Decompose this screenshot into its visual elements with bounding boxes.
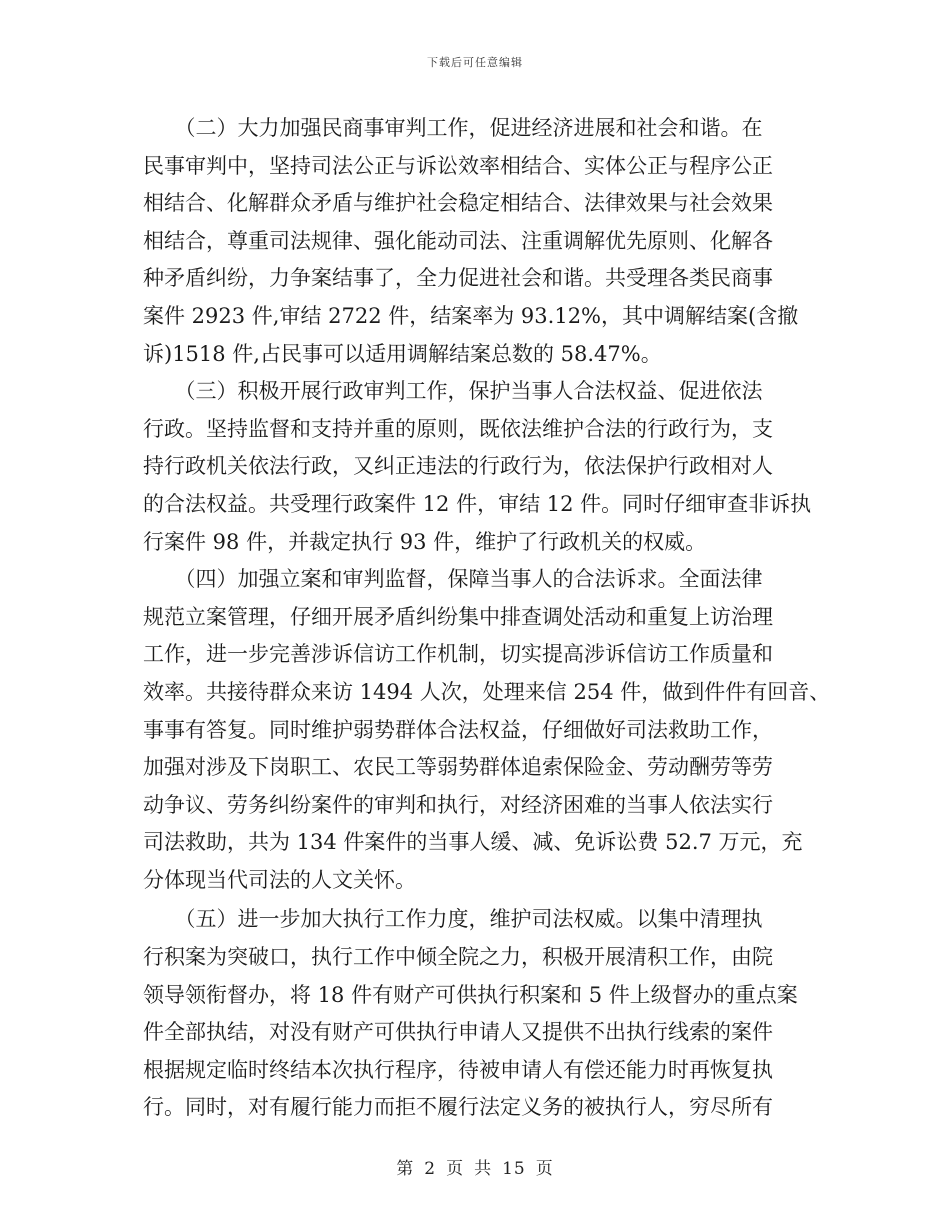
paragraph-line: 工作，进一步完善涉诉信访工作机制，切实提高涉诉信访工作质量和	[143, 642, 773, 667]
paragraph-line: 事事有答复。同时维护弱势群体合法权益，仔细做好司法救助工作，	[143, 717, 773, 742]
page-footer	[0, 1154, 950, 1179]
paragraph-line: 相结合、化解群众矛盾与维护社会稳定相结合、法律效果与社会效果	[143, 191, 773, 216]
page-label-prefix: 第	[396, 1159, 415, 1179]
current-page-number: 2	[424, 1159, 437, 1179]
paragraph-line: 相结合，尊重司法规律、强化能动司法、注重调解优先原则、化解各	[143, 228, 773, 253]
paragraph-line: 件全部执结，对没有财产可供执行申请人又提供不出执行线索的案件	[143, 1020, 773, 1045]
paragraph-line: 行。同时，对有履行能力而拒不履行法定义务的被执行人，穷尽所有	[143, 1095, 773, 1120]
paragraph-line: 司法救助，共为 134 件案件的当事人缓、减、免诉讼费 52.7 万元，充	[143, 830, 803, 855]
page-label-mid: 页	[446, 1159, 465, 1179]
paragraph-line: 案件 2923 件,审结 2722 件，结案率为 93.12%，其中调解结案(含撤	[143, 303, 799, 328]
paragraph-line: （四）加强立案和审判监督，保障当事人的合法诉求。全面法律	[143, 567, 763, 592]
paragraph-line: 行积案为突破口，执行工作中倾全院之力，积极开展清积工作，由院	[143, 945, 773, 970]
paragraph-line: （三）积极开展行政审判工作，保护当事人合法权益、促进依法	[143, 379, 763, 404]
total-label: 共	[474, 1159, 493, 1179]
paragraph-line: 动争议、劳务纠纷案件的审判和执行，对经济困难的当事人依法实行	[143, 792, 773, 817]
paragraph-line: 诉)1518 件,占民事可以适用调解结案总数的 58.47%。	[143, 341, 662, 366]
paragraph-line: 行政。坚持监督和支持并重的原则，既依法维护合法的行政行为，支	[143, 416, 773, 441]
page-label-suffix: 页	[535, 1159, 554, 1179]
paragraph-line: 种矛盾纠纷，力争案结事了，全力促进社会和谐。共受理各类民商事	[143, 266, 773, 291]
paragraph-line: （五）进一步加大执行工作力度，维护司法权威。以集中清理执	[143, 907, 763, 932]
paragraph-line: 根据规定临时终结本次执行程序，待被申请人有偿还能力时再恢复执	[143, 1057, 773, 1082]
paragraph-line: 效率。共接待群众来访 1494 人次，处理来信 254 件，做到件件有回音、	[143, 679, 831, 704]
paragraph-line: （二）大力加强民商事审判工作，促进经济进展和社会和谐。在	[143, 116, 763, 140]
paragraph-line: 持行政机关依法行政，又纠正违法的行政行为，依法保护行政相对人	[143, 454, 773, 479]
page-header: 下载后可任意编辑	[427, 56, 523, 69]
paragraph-line: 分体现当代司法的人文关怀。	[143, 867, 416, 892]
paragraph-line: 的合法权益。共受理行政案件 12 件，审结 12 件。同时仔细审查非诉执	[143, 491, 812, 516]
document-body	[143, 110, 831, 1127]
paragraph-line: 规范立案管理，仔细开展矛盾纠纷集中排查调处活动和重复上访治理	[143, 604, 773, 629]
paragraph-line: 加强对涉及下岗职工、农民工等弱势群体追索保险金、劳动酬劳等劳	[143, 755, 773, 780]
paragraph-line: 领导领衔督办，将 18 件有财产可供执行积案和 5 件上级督办的重点案	[143, 982, 798, 1007]
total-pages-number: 15	[502, 1159, 526, 1179]
paragraph-line: 行案件 98 件，并裁定执行 93 件，维护了行政机关的权威。	[143, 529, 707, 554]
paragraph-line: 民事审判中，坚持司法公正与诉讼效率相结合、实体公正与程序公正	[143, 153, 773, 178]
